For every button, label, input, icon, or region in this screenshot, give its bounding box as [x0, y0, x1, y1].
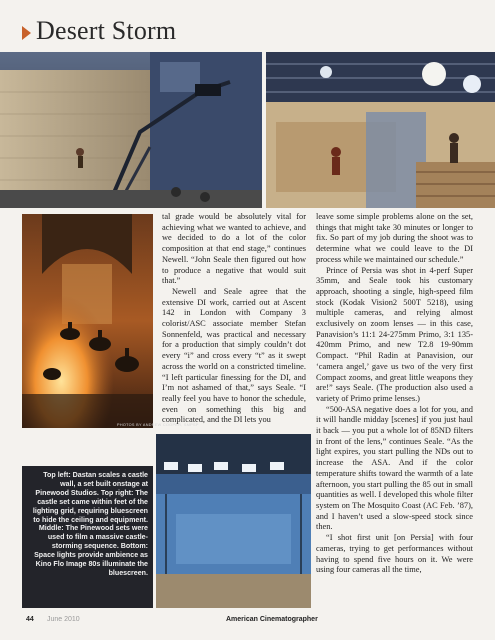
- castle-wall-set-photo: [0, 52, 262, 208]
- kino-flo-bluescreen-photo: [156, 434, 311, 608]
- body-column-2: [316, 212, 473, 576]
- paragraph: Newell and Seale agree that the extensive DI work, carried out at Ascent 142 in London with Company 3 colorist/ASC associate member Stefan Sonnenfeld, was practical and necessary for a production that simply couldn’t dot every “i” and cross every “t” as it swept across the world on a constricted timeline. “I left particular finessing for the DI, and I’m not ashamed of that,” says Seale. “I really feel you have to honor the schedule, even on something this big and complicated, and the DI lets you: [162, 286, 306, 425]
- issue-date: June 2010: [47, 616, 80, 623]
- castle-storming-sequence-photo: [22, 214, 153, 428]
- article-title: Desert Storm: [36, 16, 177, 45]
- lighting-grid-photo: [266, 52, 495, 208]
- body-column-1: [162, 212, 306, 426]
- photo-credit: PHOTOS BY ANDREW COOPER, SMPSP: [117, 423, 199, 427]
- paragraph: Prince of Persia was shot in 4-perf Super 35mm, and Seale took his customary approach, shooting a single, high-speed film stock (Kodak Vision2 500T 5218), using multiple cameras, and relying almost exclusively on zoom lenses — in this case, Panavision’s 11:1 24-275mm Primo, 3:1 135-420mm Primo, and new T2.8 19-90mm Compact. “Phil Radin at Panavision, our ‘camera angel,’ gave us two of the very first Compact zooms, and great little weapons they are!” says Seale. (The production also used a variety of Primo prime lenses.): [316, 265, 473, 403]
- photo-caption: Top left: Dastan scales a castle wall, a set built onstage at Pinewood Studios. Top right: The castle set came within feet of the lighting grid, requiring bluescreen to hide the ceiling and equipment. Middle: The Pinewood sets were used to film a massive castle-storming sequence. Bottom: Space lights provide ambience as Kino Flo Image 80s illuminate the bluescreen.: [32, 471, 148, 577]
- paragraph: leave some simple problems alone on the set, things that might take 30 minutes or longer to fix. So part of my job during the shoot was to determine what we could leave to the DI process while we maintained our schedule.”: [316, 212, 473, 264]
- paragraph: “500-ASA negative does a lot for you, and it will handle midday [scenes] if you just haul it back — you put a whole lot of 85ND filters in front of the lens,” continues Seale. “As the light expires, you start pulling the NDs out to increase the ASA. And if the color temperature shifts toward the warmth of a late afternoon, you start pulling the 85 out in small quantities as well. I developed this whole filter system on The Mosquito Coast (AC Feb. ’87), and I haven’t used a slow-speed stock since then.: [316, 404, 473, 532]
- publication-name: American Cinematographer: [226, 616, 318, 623]
- paragraph: tal grade would be absolutely vital for achieving what we wanted to achieve, and we decided to do a lot of the color composition at that end stage,” continues Newell. “John Seale then figured out how to produce a negative that would suit that.”: [162, 212, 306, 286]
- paragraph: “I shot first unit [on Persia] with four cameras, trying to get performances without having to spend five hours on it. We were using four cameras all the time,: [316, 533, 473, 575]
- page-number: 44: [26, 616, 34, 623]
- title-marker-icon: [22, 26, 31, 40]
